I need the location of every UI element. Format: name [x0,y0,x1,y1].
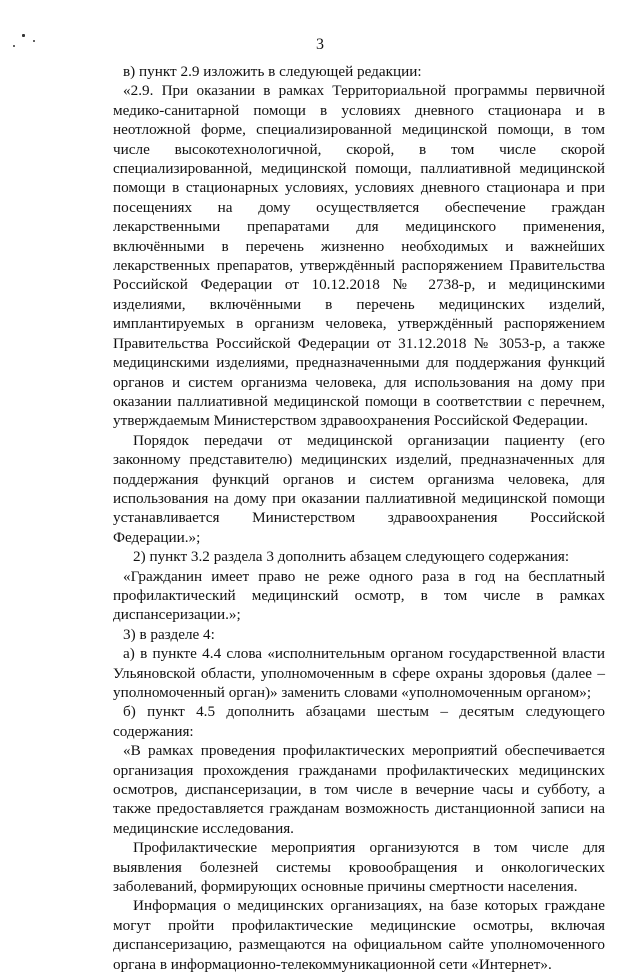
paragraph-preventive-detection: Профилактические мероприятия организуются в том числе для выявления болезней системы кровообращения и онкологических заболеваний, формирующих основные причины смертности населения. [113,839,605,896]
paragraph-organizations-info: Информация о медицинских организациях, на базе которых граждане могут пройти профилактические медицинские осмотры, включая диспансеризацию, размещаются на официальном сайте уполномоченного органа в информационно-телекоммуникационной сети «Интернет». [113,897,605,973]
paragraph-citizen-right: «Гражданин имеет право не реже одного раза в год на бесплатный профилактический медицинский осмотр, в том числе в рамках диспансеризации.»; [113,567,605,624]
paragraph-item-3a: а) в пункте 4.4 слова «исполнительным органом государственной власти Ульяновской области, уполномоченным в сфере охраны здоровья (далее – уполномоченный орган)» заменить словами «уполномоченным органом»; [113,645,605,701]
paragraph-transfer-procedure: Порядок передачи от медицинской организации пациенту (его законному представителю) медицинских изделий, предназначенных для поддержания функций органов и систем организма человека, для использования на дому при оказании паллиативной медицинской помощи устанавливается Министерством здравоохранения Российской Федерации.»; [113,431,605,546]
paragraph-item-2: 2) пункт 3.2 раздела 3 дополнить абзацем следующего содержания: [133,548,570,566]
document-body [113,62,605,974]
paragraph-clause-2-9: «2.9. При оказании в рамках Территориальной программы первичной медико-санитарной помощи в условиях дневного стационара и в неотложной форме, специализированной медицинской помощи, в том числе высокотехнологичной, скорой, в том числе скорой специализированной, медицинской помощи, паллиативной медицинской помощи в стационарных условиях, условиях дневного стационара и при посещениях на дому осуществляется обеспечение граждан лекарственными препаратами для медицинского применения, включёнными в перечень жизненно необходимых и важнейших лекарственных препаратов, утверждённый распоряжением Правительства Российской Федерации от 10.12.2018 № 2738-р, и медицинскими изделиями, включёнными в перечень медицинских изделий, имплантируемых в организм человека, утверждённый распоряжением Правительства Российской Федерации от 31.12.2018 № 3053-р, а также медицинскими изделиями, предназначенными для поддержания функций органов и систем организма человека, для использования на дому при оказании паллиативной медицинской помощи в соответствии с перечнем, утверждаемым Министерством здравоохранения Российской Федерации. [113,82,605,430]
paragraph-item-3: 3) в разделе 4: [123,625,215,643]
page-number: 3 [316,36,324,53]
paragraph-item-3b: б) пункт 4.5 дополнить абзацами шестым – десятым следующего содержания: [113,703,605,740]
paragraph-preventive-measures: «В рамках проведения профилактических мероприятий обеспечивается организация прохождения гражданами профилактических медицинских осмотров, диспансеризации, в том числе в вечерние часы и субботу, а также предоставляется гражданам возможность дистанционной записи на медицинские исследования. [113,742,605,837]
paragraph-item-c-intro: в) пункт 2.9 изложить в следующей редакции: [123,63,422,80]
